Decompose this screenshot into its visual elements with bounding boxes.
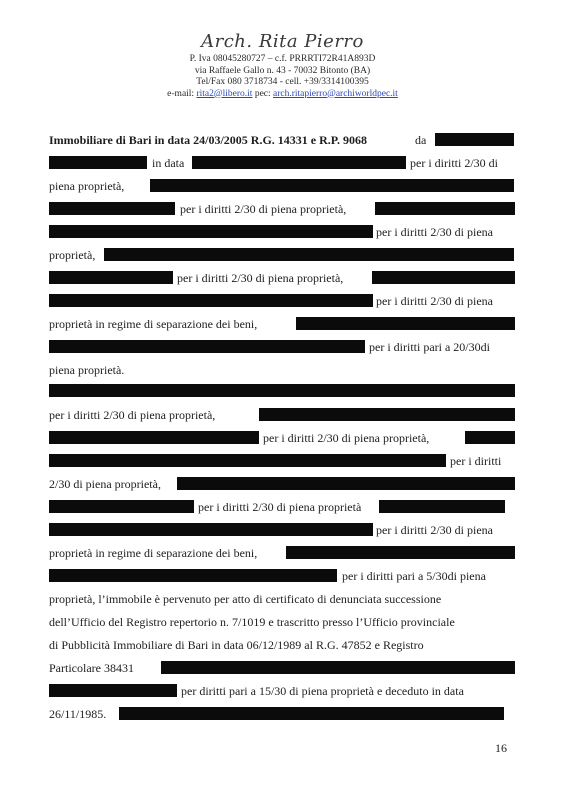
letterhead-phones: Tel/Fax 080 3718734 - cell. +39/3314100395 <box>196 77 369 87</box>
redaction-block <box>49 431 259 444</box>
text-da: da <box>415 133 427 147</box>
redaction-block <box>49 225 373 238</box>
text-line-13: per i diritti 2/30 di piena proprietà, <box>49 408 216 422</box>
redaction-block <box>192 156 406 169</box>
redaction-block <box>119 707 504 720</box>
text-line-25: per diritti pari a 15/30 di piena proprietà e deceduto in data <box>181 684 464 698</box>
text-line-26: 26/11/1985. <box>49 707 107 721</box>
letterhead-address: via Raffaele Gallo n. 43 - 70032 Bitonto (BA) <box>194 65 371 76</box>
pec-link[interactable]: arch.ritapierro@archiworldpec.it <box>273 88 398 99</box>
redaction-block <box>150 179 514 192</box>
text-line-10: per i diritti pari a 20/30di <box>369 340 490 354</box>
letterhead-vat: P. Iva 08045280727 – c.f. PRRRTI72R41A893D <box>189 54 376 64</box>
redaction-block <box>49 523 373 536</box>
redaction-block <box>49 202 175 215</box>
redaction-block <box>465 431 515 444</box>
heading-registration: Immobiliare di Bari in data 24/03/2005 R.G. 14331 e R.P. 9068 <box>49 133 368 147</box>
letterhead-name: Arch. Rita Pierro <box>201 31 364 52</box>
redaction-block <box>49 500 194 513</box>
text-line-7: per i diritti 2/30 di piena proprietà, <box>177 271 344 285</box>
text-line-8: per i diritti 2/30 di piena <box>376 294 493 308</box>
redaction-block <box>49 684 177 697</box>
text-line-17: per i diritti 2/30 di piena proprietà <box>198 500 362 514</box>
text-line-16: 2/30 di piena proprietà, <box>49 477 161 491</box>
redaction-block <box>435 133 514 146</box>
text-line-20: per i diritti pari a 5/30di piena <box>342 569 486 583</box>
text-line-15: per i diritti <box>450 454 502 468</box>
redaction-block <box>49 569 337 582</box>
redaction-block <box>161 661 515 674</box>
redaction-block <box>296 317 515 330</box>
text-line-22: dell’Ufficio del Registro repertorio n. 7/1019 e trascritto presso l’Ufficio provinciale <box>49 615 455 629</box>
text-line-4: per i diritti 2/30 di piena proprietà, <box>180 202 347 216</box>
redaction-block <box>177 477 515 490</box>
redaction-block <box>49 384 515 397</box>
redaction-block <box>379 500 505 513</box>
text-line-6: proprietà, <box>49 248 96 262</box>
text-in-data: in data <box>152 156 185 170</box>
pec-label: pec: <box>254 88 271 99</box>
text-line-24: Particolare 38431 <box>49 661 134 675</box>
redaction-block <box>286 546 515 559</box>
redaction-block <box>49 294 373 307</box>
text-line-18: per i diritti 2/30 di piena <box>376 523 493 537</box>
text-line-2: per i diritti 2/30 di <box>410 156 498 170</box>
redaction-block <box>49 340 365 353</box>
redaction-block <box>49 454 446 467</box>
text-line-9: proprietà in regime di separazione dei beni, <box>49 317 258 331</box>
text-line-23: di Pubblicità Immobiliare di Bari in data 06/12/1989 al R.G. 47852 e Registro <box>49 638 424 652</box>
redaction-block <box>259 408 515 421</box>
text-line-14: per i diritti 2/30 di piena proprietà, <box>263 431 430 445</box>
text-line-21: proprietà, l’immobile è pervenuto per atto di certificato di denunciata successione <box>49 592 442 606</box>
document-body <box>49 0 515 800</box>
page-number: 16 <box>495 741 507 755</box>
redaction-block <box>375 202 515 215</box>
text-line-19: proprietà in regime di separazione dei beni, <box>49 546 258 560</box>
redaction-block <box>49 156 147 169</box>
redaction-block <box>372 271 515 284</box>
text-line-3: piena proprietà, <box>49 179 125 193</box>
text-line-11: piena proprietà. <box>49 363 125 377</box>
redaction-block <box>104 248 514 261</box>
text-line-5: per i diritti 2/30 di piena <box>376 225 493 239</box>
redaction-block <box>49 271 173 284</box>
email-label: e-mail: <box>167 88 195 99</box>
email-link[interactable]: rita2@libero.it <box>196 88 253 99</box>
